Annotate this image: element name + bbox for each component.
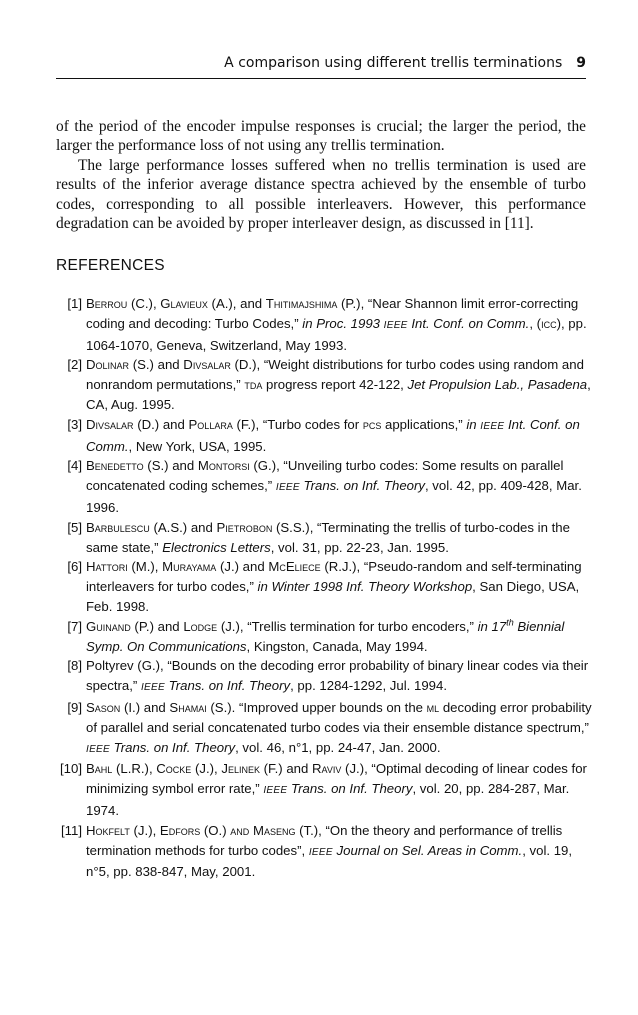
reference-item	[56, 656, 596, 698]
reference-number: [5]	[67, 519, 82, 535]
reference-citation: “Trellis termination for turbo encoders,” in 17th Biennial Symp. On Communications, Kingston, Canada, May 1994.	[86, 617, 565, 654]
reference-number: [11]	[60, 822, 82, 838]
reference-authors: Hattori (M.), Murayama (J.) and McEliece (R.J.),	[86, 559, 361, 575]
reference-number: [7]	[67, 618, 82, 634]
running-head	[56, 55, 586, 79]
header-rule	[56, 78, 586, 79]
reference-item	[56, 518, 596, 558]
reference-number: [6]	[67, 559, 82, 575]
reference-citation: “Improved upper bounds on the ml decoding error probability of parallel and serial concatenated turbo codes via their ensemble distance spectrum,” IEEE Trans. on Inf. Theory, vol. 46, n°1, pp. 24-47, Jan. 2000.	[86, 699, 592, 755]
reference-number: [8]	[67, 658, 82, 674]
reference-item	[56, 759, 596, 820]
reference-citation: “Optimal decoding of linear codes for minimizing symbol error rate,” IEEE Trans. on Inf. Theory, vol. 20, pp. 284-287, Mar. 1974.	[86, 761, 587, 818]
reference-citation: “Near Shannon limit error-correcting coding and decoding: Turbo Codes,” in Proc. 1993 IEEE Int. Conf. on Comm., (icc), pp. 1064-1070, Geneva, Switzerland, May 1993.	[86, 296, 587, 353]
reference-item	[56, 456, 596, 517]
reference-number: [3]	[67, 416, 82, 432]
reference-citation: “Weight distributions for turbo codes using random and nonrandom permutations,” tda progress report 42-122, Jet Propulsion Lab., Pasadena, CA, Aug. 1995.	[86, 357, 591, 412]
reference-item	[56, 821, 596, 882]
reference-citation: “Unveiling turbo codes: Some results on parallel concatenated coding schemes,” IEEE Trans. on Inf. Theory, vol. 42, pp. 409-428, Mar. 1996.	[86, 458, 582, 515]
reference-authors: Sason (I.) and Shamai (S.).	[86, 699, 236, 715]
reference-authors: Divsalar (D.) and Pollara (F.),	[86, 416, 260, 432]
reference-item	[56, 415, 596, 457]
page-number: 9	[576, 55, 586, 71]
reference-item	[56, 294, 596, 355]
reference-number: [1]	[67, 296, 82, 311]
body-paragraph-2: The large performance losses suffered when no trellis termination is used are results of the inferior average distance spectra achieved by the ensemble of turbo codes, corresponding to all possible interleavers. However, this performance degradation can be avoided by proper interleaver design, as discussed in [11].	[56, 156, 586, 233]
reference-authors: Barbulescu (A.S.) and Pietrobon (S.S.),	[86, 519, 314, 535]
reference-citation: “Bounds on the decoding error probability of binary linear codes via their spectra,” IEEE Trans. on Inf. Theory, pp. 1284-1292, Jul. 1994.	[86, 658, 589, 694]
reference-item	[56, 355, 596, 414]
body-paragraph-1: of the period of the encoder impulse responses is crucial; the larger the period, the larger the performance loss of not using any trellis termination.	[56, 118, 586, 155]
reference-number: [9]	[67, 699, 82, 715]
reference-authors: Guinand (P.) and Lodge (J.),	[86, 618, 244, 634]
reference-authors: Berrou (C.), Glavieux (A.), and Thitimajshima (P.),	[86, 296, 365, 311]
reference-item	[56, 698, 596, 759]
reference-citation: “Terminating the trellis of turbo-codes in the same state,” Electronics Letters, vol. 31, pp. 22-23, Jan. 1995.	[86, 519, 570, 555]
reference-citation: “Pseudo-random and self-terminating interleavers for turbo codes,” in Winter 1998 Inf. Theory Workshop, San Diego, USA, Feb. 1998.	[86, 559, 582, 614]
running-head-title: A comparison using different trellis terminations	[224, 55, 563, 71]
reference-authors: Bahl (L.R.), Cocke (J.), Jelinek (F.) and Raviv (J.),	[86, 761, 368, 777]
body-text	[56, 117, 586, 233]
reference-citation: “On the theory and performance of trellis termination methods for turbo codes”, IEEE Journal on Sel. Areas in Comm., vol. 19, n°5, pp. 838-847, May, 2001.	[86, 822, 573, 880]
reference-authors: Dolinar (S.) and Divsalar (D.),	[86, 357, 261, 373]
reference-citation: “Turbo codes for pcs applications,” in IEEE Int. Conf. on Comm., New York, USA, 1995.	[86, 416, 580, 454]
reference-authors: Benedetto (S.) and Montorsi (G.),	[86, 458, 280, 474]
reference-item	[56, 557, 596, 616]
references-heading: REFERENCES	[56, 257, 165, 274]
reference-number: [10]	[60, 761, 82, 777]
reference-number: [2]	[67, 357, 82, 373]
reference-authors: Hokfelt (J.), Edfors (O.) and Maseng (T.),	[86, 822, 322, 838]
reference-authors: Poltyrev (G.),	[86, 658, 164, 674]
reference-list	[56, 294, 596, 882]
reference-item	[56, 617, 596, 657]
reference-number: [4]	[67, 458, 82, 474]
